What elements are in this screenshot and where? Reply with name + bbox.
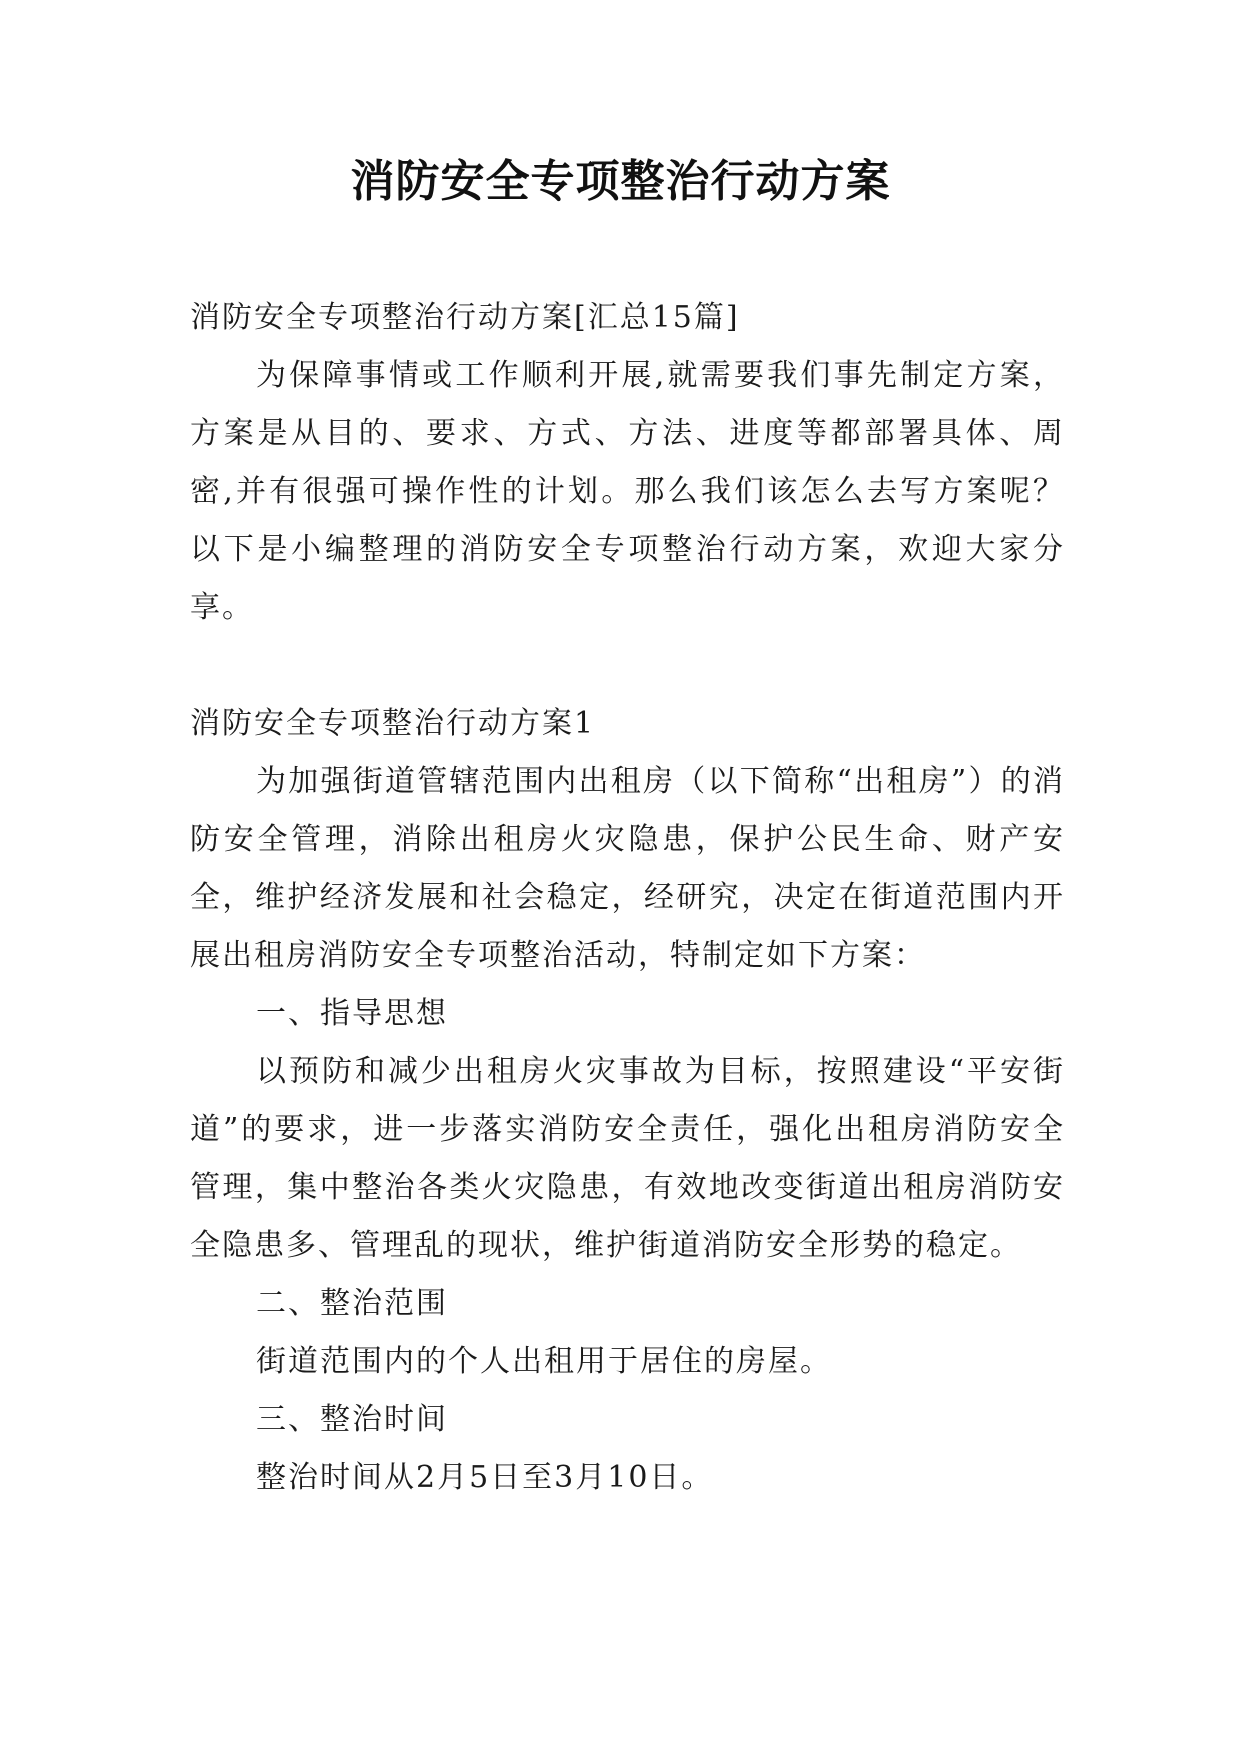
subsection-heading: 一、指导思想 — [256, 996, 448, 1031]
body-paragraph: 街道范围内的个人出租用于居住的房屋。 — [256, 1344, 832, 1379]
section-heading: 消防安全专项整治行动方案1 — [190, 706, 596, 741]
document-subtitle: 消防安全专项整治行动方案[汇总15篇] — [190, 300, 740, 335]
subsection-heading: 二、整治范围 — [256, 1286, 448, 1321]
document-title: 消防安全专项整治行动方案 — [350, 156, 891, 207]
intro-paragraph: 为保障事情或工作顺利开展,就需要我们事先制定方案，方案是从目的、要求、方式、方法、进度等都部署具体、周密,并有很强可操作性的计划。那么我们该怎么去写方案呢？以下是小编整理的消防安全专项整治行动方案，欢迎大家分享。 — [190, 358, 1065, 625]
body-paragraph: 为加强街道管辖范围内出租房（以下简称“出租房”）的消防安全管理，消除出租房火灾隐患，保护公民生命、财产安全，维护经济发展和社会稳定，经研究，决定在街道范围内开展出租房消防安全专项整治活动，特制定如下方案： — [190, 764, 1065, 973]
document-body — [190, 289, 1065, 1507]
body-paragraph: 整治时间从2月5日至3月10日。 — [256, 1460, 714, 1495]
body-paragraph: 以预防和减少出租房火灾事故为目标，按照建设“平安街道”的要求，进一步落实消防安全责任，强化出租房消防安全管理，集中整治各类火灾隐患，有效地改变街道出租房消防安全隐患多、管理乱的现状，维护街道消防安全形势的稳定。 — [190, 1054, 1065, 1263]
subsection-heading: 三、整治时间 — [256, 1402, 448, 1437]
section-spacer — [190, 637, 1065, 695]
